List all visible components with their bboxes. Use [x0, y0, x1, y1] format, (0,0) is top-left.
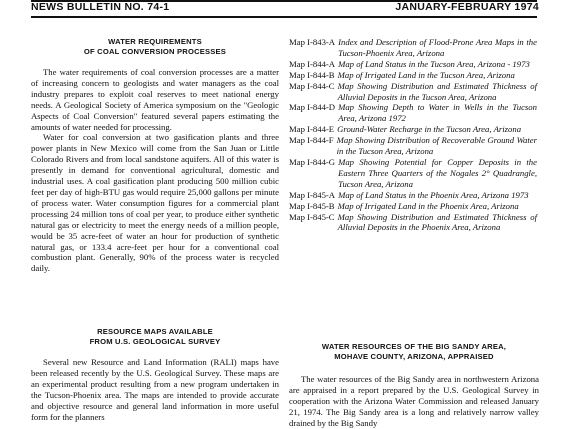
map-description: Map Showing Depth to Water in Wells in the Tucson Area, Arizona 1972 — [338, 102, 537, 124]
map-description: Map Showing Distribution and Estimated Thickness of Alluvial Deposits in the Phoenix Area, Arizona — [337, 211, 537, 233]
map-id: Map I-845-C — [289, 211, 335, 222]
map-id: Map I-844-B — [289, 69, 335, 80]
article-title-line: OF COAL CONVERSION PROCESSES — [83, 47, 227, 56]
map-list — [289, 37, 539, 233]
map-id: Map I-845-A — [289, 189, 336, 200]
article-paragraph: Several new Resource and Land Information (RALI) maps have been released recently by the U.S. Geological Survey. These maps are an experimental product resulting from a new program undertaken in the Tucson-Phoenix area. The maps are intended to provide accurate and objective resource and general land information in more useful form for the planners — [31, 357, 279, 422]
map-id: Map I-844-D — [289, 102, 336, 113]
map-list-item — [289, 102, 539, 124]
map-list-section — [289, 37, 539, 233]
map-list-item — [289, 201, 539, 212]
map-list-item — [289, 190, 539, 201]
map-id: Map I-844-E — [289, 124, 335, 135]
article-title-line: MOHAVE COUNTY, ARIZONA, APPRAISED — [334, 352, 494, 361]
article-title-line: FROM U.S. GEOLOGICAL SURVEY — [89, 337, 221, 346]
article-title-line: RESOURCE MAPS AVAILABLE — [97, 327, 213, 336]
map-description: Map of Land Status in the Phoenix Area, Arizona 1973 — [338, 189, 529, 200]
article-paragraph: Water for coal conversion at two gasification plants and three power plants in New Mexico will come from the San Juan or Little Colorado Rivers and from local sandstone aquifers. All of this water is presently in demand for conventional agricultural, domestic and industrial uses. A coal gasification plant producing 500 million cubic feet per day of high-BTU gas would require 25,000 gallons per minute of process water. Water consumption figures for a commercial plant processing 24 million tons of coal per year, to produce either synthetic natural gas or electricity to meet the energy needs of a million people, would be 35 acre-feet of water an hour for production of synthetic natural gas, or 133.4 acre-feet per hour for a conventional coal combustion plant. Generally, 90% of the process water is recycled daily. — [31, 132, 279, 274]
map-list-item — [289, 157, 539, 190]
map-id: Map I-844-C — [289, 80, 335, 91]
article-title-line: WATER REQUIREMENTS — [108, 37, 202, 46]
map-description: Map of Irrigated Land in the Phoenix Area, Arizona — [337, 200, 519, 211]
map-list-item — [289, 81, 539, 103]
map-id: Map I-844-A — [289, 58, 336, 69]
map-id: Map I-845-B — [289, 200, 335, 211]
bulletin-number: NEWS BULLETIN NO. 74-1 — [31, 1, 170, 13]
map-description: Index and Description of Flood-Prone Area Maps in the Tucson-Phoenix Area, Arizona — [338, 37, 537, 58]
map-list-item — [289, 212, 539, 234]
map-description: Map Showing Distribution and Estimated Thickness of Alluvial Deposits in the Tucson Area, Arizona — [337, 80, 537, 102]
map-id: Map I-843-A — [289, 37, 336, 47]
article-water-requirements — [31, 37, 279, 274]
article-resource-maps — [31, 327, 279, 422]
bulletin-issue-date: JANUARY-FEBRUARY 1974 — [395, 1, 539, 13]
article-paragraph: The water resources of the Big Sandy area in northwestern Arizona are appraised in a report prepared by the U.S. Geological Survey in cooperation with the Arizona Water Commission and released January 21, 1974. The Big Sandy area is a long and relatively narrow valley drained by the Big Sandy — [289, 374, 539, 428]
header-bottom-rule — [31, 16, 537, 18]
map-id: Map I-844-G — [289, 156, 336, 167]
map-id: Map I-844-F — [289, 135, 334, 146]
article-big-sandy — [289, 342, 539, 429]
map-description: Map Showing Distribution of Recoverable Ground Water in the Tucson Area, Arizona — [336, 135, 537, 157]
map-list-item — [289, 124, 539, 135]
map-list-item — [289, 37, 539, 59]
article-title-line: WATER RESOURCES OF THE BIG SANDY AREA, — [321, 342, 507, 351]
map-list-item — [289, 135, 539, 157]
map-list-item — [289, 70, 539, 81]
map-description: Map of Irrigated Land in the Tucson Area, Arizona — [337, 69, 515, 80]
map-description: Map of Land Status in the Tucson Area, Arizona - 1973 — [338, 58, 530, 69]
map-list-item — [289, 59, 539, 70]
article-paragraph: The water requirements of coal conversion processes are a matter of increasing concern to geologists and water managers as the coal industry prepares to exploit coal reserves to meet national energy needs. A Geological Society of America symposium on the "Geologic Aspects of Coal Conversion" featured several papers estimating the amounts of water needed for processing. — [31, 67, 279, 132]
map-description: Map Showing Potential for Copper Deposits in the Eastern Three Quarters of the Nogales 2° Quadrangle, Tucson Area, Arizona — [338, 156, 537, 189]
map-description: Ground-Water Recharge in the Tucson Area, Arizona — [337, 124, 522, 135]
